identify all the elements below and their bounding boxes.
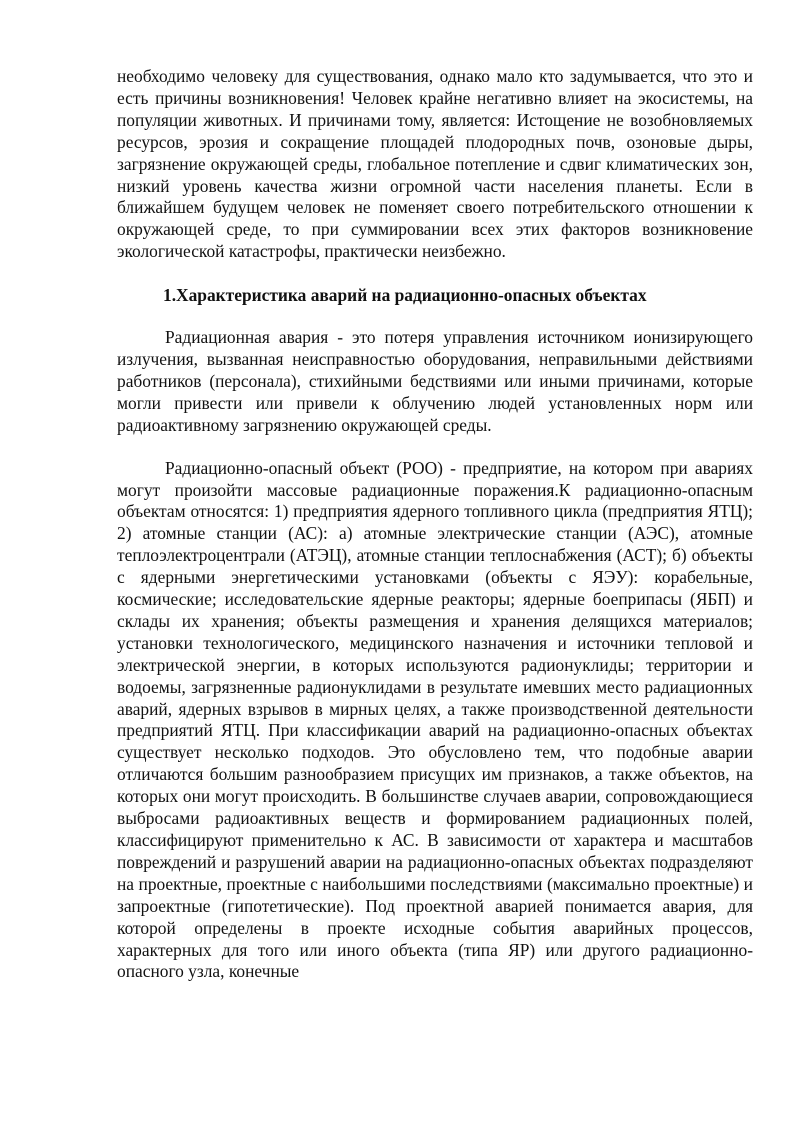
section-heading: 1.Характеристика аварий на радиационно-опасных объектах [163, 285, 647, 306]
paragraph-radiation-hazardous-objects: Радиационно-опасный объект (РОО) - предприятие, на котором при авариях могут произойти массовые радиационные поражения.К радиационно-опасным объектам относятся: 1) предприятия ядерного топливного цикла (предприятия ЯТЦ); 2) атомные станции (АС): а) атомные электрические станции (АЭС), атомные теплоэлектроцентрали (АТЭЦ), атомные станции теплоснабжения (АСТ); б) объекты с ядерными энергетическими установками (объекты с ЯЭУ): корабельные, космические; исследовательские ядерные реакторы; ядерные боеприпасы (ЯБП) и склады их хранения; объекты размещения и хранения делящихся материалов; установки технологического, медицинского назначения и источники тепловой и электрической энергии, в которых используются радионуклиды; территории и водоемы, загрязненные радионуклидами в результате имевших место радиационных аварий, ядерных взрывов в мирных целях, а также производственной деятельности предприятий ЯТЦ. При классификации аварий на радиационно-опасных объектах существует несколько подходов. Это обусловлено тем, что подобные аварии отличаются большим разнообразием присущих им признаков, а также объектов, на которых они могут происходить. В большинстве случаев аварии, сопровождающиеся выбросами радиоактивных веществ и формированием радиационных полей, классифицируют применительно к АС. В зависимости от характера и масштабов повреждений и разрушений аварии на радиационно-опасных объектах подразделяют на проектные, проектные с наибольшими последствиями (максимально проектные) и запроектные (гипотетические). Под проектной аварией понимается авария, для которой определены в проекте исходные события аварийных процессов, характерных для того или иного объекта (типа ЯР) или другого радиационно-опасного узла, конечные [117, 457, 753, 982]
paragraph-radiation-accident-definition: Радиационная авария - это потеря управления источником ионизирующего излучения, вызванная неисправностью оборудования, неправильными действиями работников (персонала), стихийными бедствиями или иными причинами, которые могли привести или привели к облучению людей установленных норм или радиоактивному загрязнению окружающей среды. [117, 327, 753, 435]
paragraph-intro: необходимо человеку для существования, однако мало кто задумывается, что это и есть причины возникновения! Человек крайне негативно влияет на экосистемы, на популяции животных. И причинами тому, является: Истощение не возобновляемых ресурсов, эрозия и сокращение площадей плодородных почв, озоновые дыры, загрязнение окружающей среды, глобальное потепление и сдвиг климатических зон, низкий уровень качества жизни огромной части населения планеты. Если в ближайшем будущем человек не поменяет своего потребительского отношении к окружающей среде, то при суммировании всех этих факторов возникновение экологической катастрофы, практически неизбежно. [117, 66, 753, 262]
document-page [117, 66, 753, 983]
paragraph-spacer [117, 437, 753, 458]
